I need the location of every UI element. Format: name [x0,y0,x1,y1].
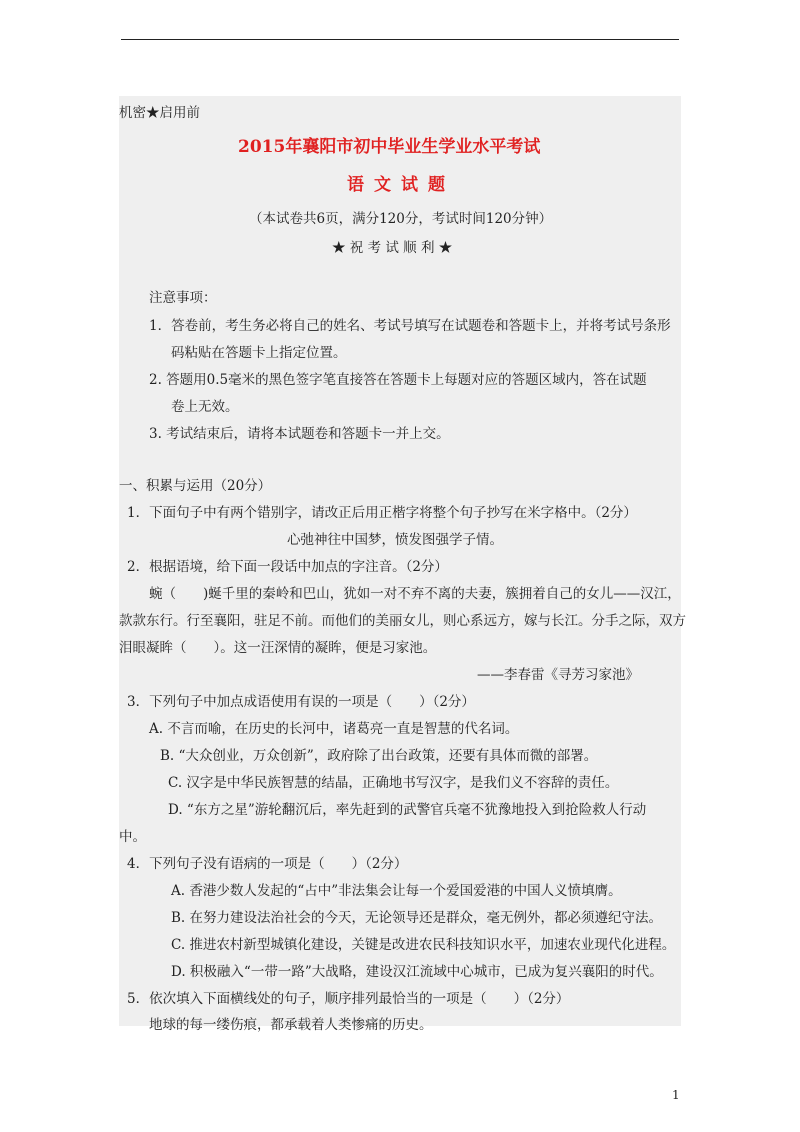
page-number: 1 [672,1088,680,1102]
question-5: 5．依次填入下面横线处的句子，顺序排列最恰当的一项是（ ）（2分） [127,991,570,1007]
notice-item-3: 3. 考试结束后，请将本试题卷和答题卡一并上交。 [149,426,450,442]
question-4-option-b: B. 在努力建设法治社会的今天，无论领导还是群众，毫无例外，都必须遵纪守法。 [171,910,663,926]
question-4-option-d: D. 积极融入“一带一路”大战略，建设汉江流域中心城市，已成为复兴襄阳的时代。 [171,964,663,980]
subject-title: 语文试题 [347,175,455,195]
question-2-passage-line-2: 款款东行。行至襄阳，驻足不前。而他们的美丽女儿，则心系远方，嫁与长江。分手之际，双方 [119,613,686,629]
exam-info: （本试卷共6页，满分120分，考试时间120分钟） [249,211,553,227]
notice-item-2: 2. 答题用0.5毫米的黑色签字笔直接答在答题卡上每题对应的答题区域内，答在试题 [149,372,647,388]
question-3-option-d-cont: 中。 [119,829,146,845]
header-rule [121,39,679,40]
question-3-option-c: C. 汉字是中华民族智慧的结晶，正确地书写汉字，是我们义不容辞的责任。 [168,775,619,791]
question-3-option-b: B. “大众创业，万众创新”，政府除了出台政策，还要有具体而微的部署。 [160,748,598,764]
question-2-passage-line-3: 泪眼凝眸（ ）。这一汪深情的凝眸，便是习家池。 [119,640,437,656]
question-3-option-d: D. “东方之星”游轮翻沉后，率先赶到的武警官兵毫不犹豫地投入到抢险救人行动 [168,802,647,818]
question-4-option-a: A. 香港少数人发起的“占中”非法集会让每一个爱国爱港的中国人义愤填膺。 [171,883,622,899]
question-2-passage-line-1: 蜿（ )蜒千里的秦岭和巴山，犹如一对不弃不离的夫妻，簇拥着自己的女儿——汉江， [149,586,681,602]
question-3: 3．下列句子中加点成语使用有误的一项是（ ）（2分） [127,694,475,710]
section-heading: 一、积累与运用（20分） [119,478,272,494]
question-5-sentence: 地球的每一缕伤痕，都承载着人类惨痛的历史。 [149,1017,433,1033]
notice-item-1-cont: 码粘贴在答题卡上指定位置。 [171,345,347,361]
question-4-option-c: C. 推进农村新型城镇化建设，关键是改进农民科技知识水平，加速农业现代化进程。 [171,937,676,953]
question-2: 2．根据语境，给下面一段话中加点的字注音。（2分） [127,559,448,575]
question-1-sentence: 心弛神往中国梦，愤发图强学子情。 [287,532,503,548]
exam-sheet [119,96,686,1033]
question-2-source: ——李春雷《寻芳习家池》 [477,667,639,683]
exam-title: 2015年襄阳市初中毕业生学业水平考试 [238,137,541,157]
notice-item-1: 1．答卷前，考生务必将自己的姓名、考试号填写在试题卷和答题卡上，并将考试号条形 [149,318,671,334]
question-1: 1．下面句子中有两个错别字，请改正后用正楷字将整个句子抄写在米字格中。（2分） [127,505,637,521]
question-3-option-a: A. 不言而喻，在历史的长河中，诸葛亮一直是智慧的代名词。 [149,721,519,737]
good-luck-line: ★ 祝 考 试 顺 利 ★ [332,240,453,256]
question-4: 4．下列句子没有语病的一项是（ ）（2分） [127,856,408,872]
notice-item-2-cont: 卷上无效。 [171,399,239,415]
notice-heading: 注意事项： [149,290,217,306]
confidential-label: 机密★启用前 [119,105,200,121]
